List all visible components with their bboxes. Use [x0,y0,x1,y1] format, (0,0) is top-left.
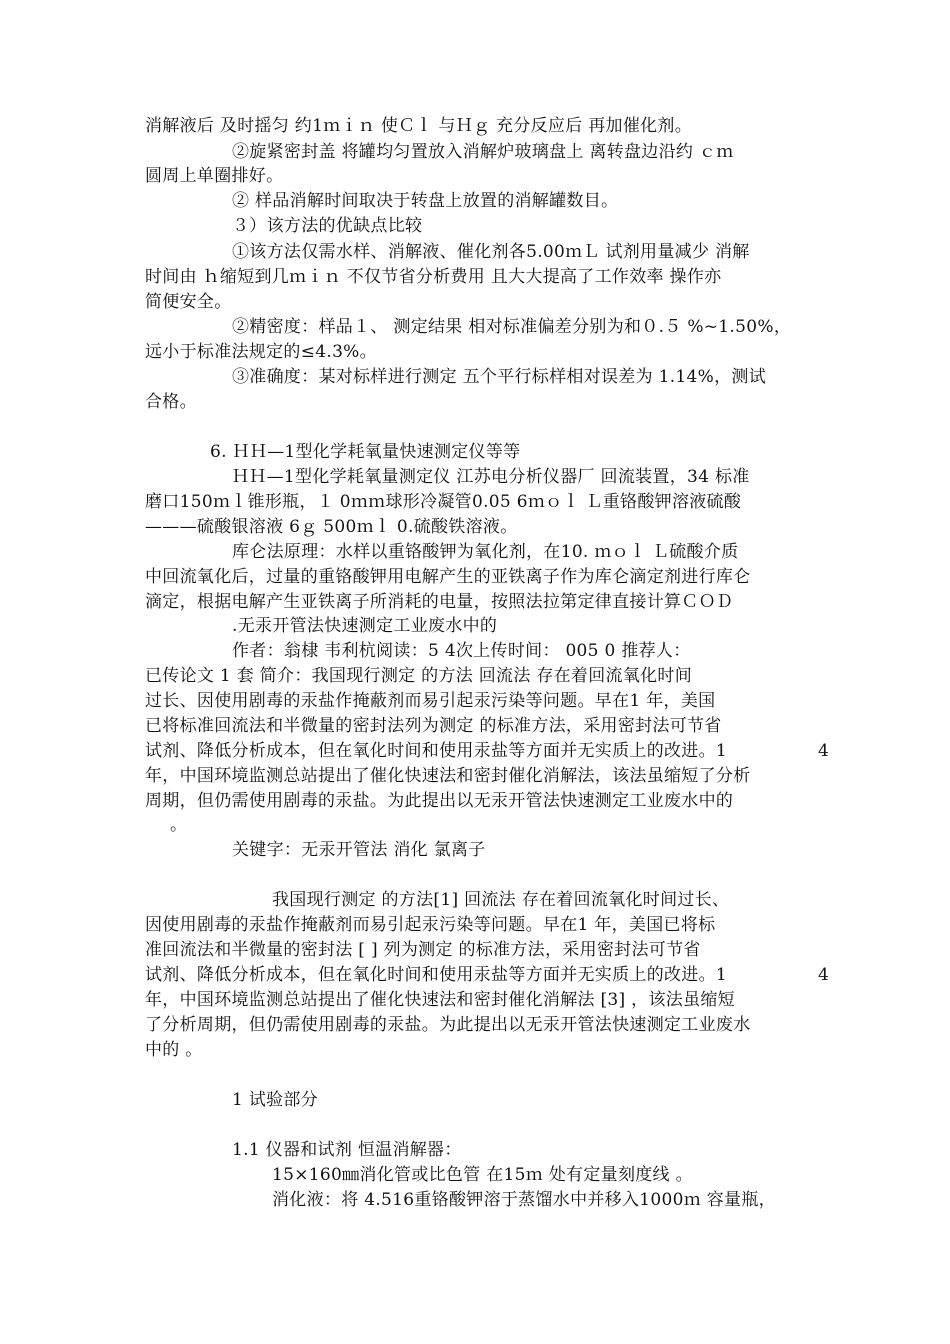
text-line: 中的 。 [145,1040,203,1060]
text-line: 远小于标准法规定的≤4.3%。 [145,342,377,362]
text-line: ②精密度：样品１、 测定结果 相对标准偏差分别为和０.５ %~1.50%， [232,317,792,337]
article-meta: 作者：翁棣 韦利杭阅读：5 4次上传时间： 005 0 推荐人： [232,641,691,661]
text-line: 年，中国环境监测总站提出了催化快速法和密封催化消解法，该法虽缩短了分析 [145,766,751,786]
article-title: .无汞开管法快速测定工业废水中的 [232,616,498,636]
text-line: 已将标准回流法和半微量的密封法列为测定 的标准方法，采用密封法可节省 [145,716,722,736]
subsection-heading: 1.1 仪器和试剂 恒温消解器： [232,1140,462,1160]
text-line: ３）该方法的优缺点比较 [232,216,423,236]
text-line: 试剂、降低分析成本，但在氧化时间和使用汞盐等方面并无实质上的改进。1 [145,741,728,761]
text-line: 消化液：将 4.516重铬酸钾溶于蒸馏水中并移入1000ｍ 容量瓶， [272,1190,776,1210]
margin-mark: 4 [818,965,829,985]
text-line: ①该方法仅需水样、消解液、催化剂各5.00ｍＬ 试剂用量减少 消解 [232,242,750,262]
text-line: 周期，但仍需使用剧毒的汞盐。为此提出以无汞开管法快速测定工业废水中的 [145,791,734,811]
text-line: ② 样品消解时间取决于转盘上放置的消解罐数目。 [232,191,619,211]
text-line: 年，中国环境监测总站提出了催化快速法和密封催化消解法 [3] ，该法虽缩短 [145,990,735,1010]
text-line: 过长、因使用剧毒的汞盐作掩蔽剂而易引起汞污染等问题。早在1 年，美国 [145,691,716,711]
section-heading: 6. ＨＨ—1型化学耗氧量快速测定仪等等 [210,442,521,462]
text-line: ②旋紧密封盖 将罐均匀置放入消解炉玻璃盘上 离转盘边沿约 ｃｍ [232,142,734,162]
text-line: 。 [170,815,188,835]
keywords-line: 关键字：无汞开管法 消化 氯离子 [232,840,486,860]
text-line: 15×160㎜消化管或比色管 在15ｍ 处有定量刻度线 。 [272,1165,693,1185]
text-line: 时间由 ｈ缩短到几ｍｉｎ 不仅节省分析费用 且大大提高了工作效率 操作亦 [145,267,722,287]
text-line: 准回流法和半微量的密封法 [ ] 列为测定 的标准方法，采用密封法可节省 [145,940,701,960]
text-line: ③准确度：某对标样进行测定 五个平行标样相对误差为 1.14%，测试 [232,367,767,387]
margin-mark: 4 [818,741,829,761]
section-heading: 1 试验部分 [232,1090,319,1110]
text-line: 因使用剧毒的汞盐作掩蔽剂而易引起汞污染等问题。早在1 年，美国已将标 [145,915,716,935]
text-line: 了分析周期，但仍需使用剧毒的汞盐。为此提出以无汞开管法快速测定工业废水 [145,1015,751,1035]
text-line: 消解液后 及时摇匀 约1ｍｉｎ 使Ｃｌ 与Ｈｇ 充分反应后 再加催化剂。 [145,116,693,136]
text-line: 磨口150ｍｌ锥形瓶，１ 0ｍｍ球形冷凝管0.05 6ｍｏｌ Ｌ重铬酸钾溶液硫酸 [145,492,742,512]
text-line: 库仑法原理：水样以重铬酸钾为氧化剂，在10. ｍｏｌ Ｌ硫酸介质 [232,542,739,562]
text-line: 滴定，根据电解产生亚铁离子所消耗的电量，按照法拉第定律直接计算ＣＯＤ [145,592,734,612]
text-line: 圆周上单圈排好。 [145,166,284,186]
text-line: ＨＨ—1型化学耗氧量测定仪 江苏电分析仪器厂 回流装置，34 标准 [232,467,750,487]
text-line: ———硫酸银溶液 6ｇ 500ｍｌ 0.硫酸铁溶液。 [145,517,518,537]
text-line: 我国现行测定 的方法[1] 回流法 存在着回流氧化时间过长、 [272,890,730,910]
text-line: 中回流氧化后，过量的重铬酸钾用电解产生的亚铁离子作为库仑滴定剂进行库仑 [145,567,751,587]
text-line: 合格。 [145,392,197,412]
text-line: 试剂、降低分析成本，但在氧化时间和使用汞盐等方面并无实质上的改进。1 [145,965,728,985]
text-line: 已传论文 1 套 简介：我国现行测定 的方法 回流法 存在着回流氧化时间 [145,666,693,686]
text-line: 简便安全。 [145,292,232,312]
